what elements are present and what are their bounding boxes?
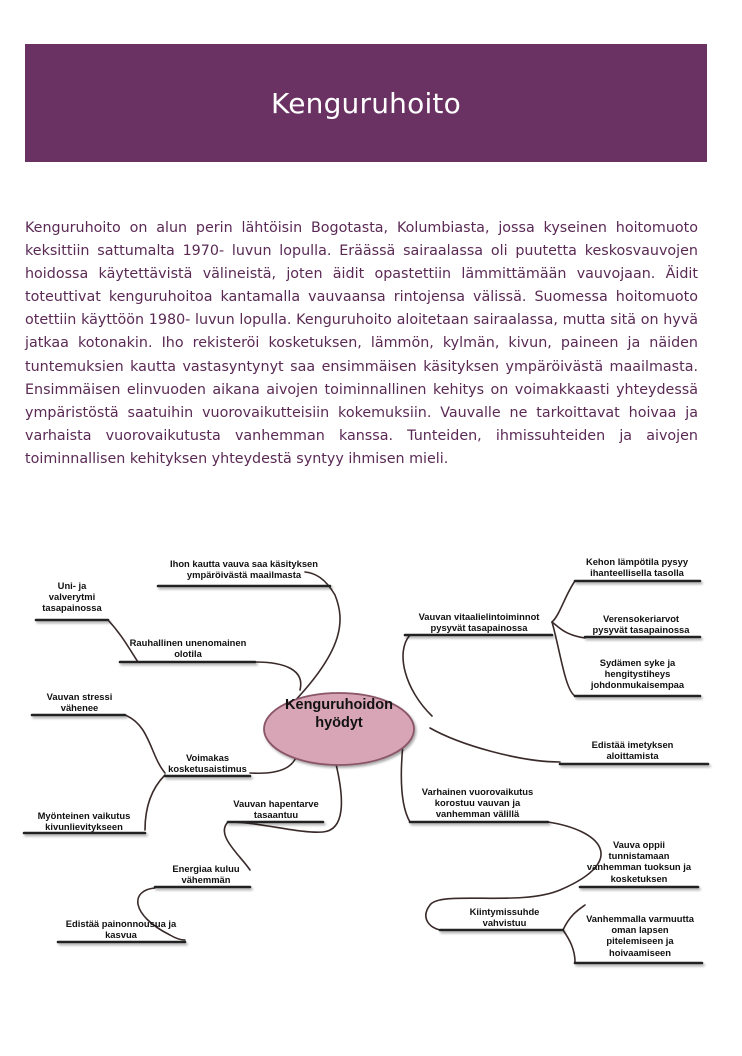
branch-verensokeri — [552, 622, 585, 638]
node-lampotila: Kehon lämpötila pysyy ihanteellisella tasolla — [585, 556, 689, 579]
branch-ihon-kautta — [288, 572, 340, 708]
node-energiaa: Energiaa kuluu vähemmän — [172, 863, 240, 886]
node-voimakas: Voimakas kosketusaistimus — [168, 752, 247, 775]
node-myonteinen: Myönteinen vaikutus kivunlievitykseen — [37, 810, 131, 833]
node-varmuutta: Vanhemmalla varmuutta oman lapsen pitelemiseen ja hoivaamiseen — [586, 913, 694, 958]
node-verensokeri: Verensokeriarvot pysyvät tasapainossa — [592, 613, 690, 636]
intro-paragraph: Kenguruhoito on alun perin lähtöisin Bogotasta, Kolumbiasta, jossa kyseinen hoitomuoto keksittiin sattumalta 1970- luvun lopulla. Eräässä sairaalassa oli puutetta keskosvauvojen hoidossa käytettävistä välineistä, joten äidit opastettiin lämmittämään vauvojaan. Äidit toteuttivat kenguruhoitoa kantamalla vauvaansa rintojensa välissä. Suomessa hoitomuoto otettiin käyttöön 1980- luvun lopulla. Kenguruhoito aloitetaan sairaalassa, mutta sitä on hyvä jatkaa kotonakin. Iho rekisteröi kosketuksen, lämmön, kylmän, kivun, paineen ja näiden tuntemuksien kautta vastasyntynyt saa ensimmäisen käsityksen ympäröivästä maailmasta. Ensimmäisen elinvuoden aikana aivojen toiminnallinen kehitys on voimakkaasti yhteydessä ympäristöstä saatuihin vuorovaikutteisiin kokemuksiin. Vauvalle ne tarkoittavat hoivaa ja varhaista vuorovaikutusta vanhemman kanssa. Tunteiden, ihmissuhteiden ja aivojen toiminnallisen kehityksen yhteydestä syntyy ihmisen mieli. — [25, 220, 698, 467]
branch-lampotila — [552, 581, 575, 622]
branch-varmuutta — [563, 930, 575, 962]
node-kiintymys: Kiintymissuhde vahvistuu — [469, 906, 540, 929]
branch-rauhallinen — [255, 662, 301, 690]
center-label: Kenguruhoidon hyödyt — [285, 697, 393, 731]
node-vuorovaikutus: Varhainen vuorovaikutus korostuu vauvan ja vanhemman välillä — [421, 786, 534, 820]
node-ihon-kautta: Ihon kautta vauva saa käsityksen ympäröivästä maailmasta — [170, 558, 318, 581]
node-vitaali: Vauvan vitaalielintoiminnot pysyvät tasapainossa — [418, 611, 540, 634]
branch-syke — [552, 622, 575, 696]
node-stressi: Vauvan stressi vähenee — [46, 691, 113, 714]
node-syke: Sydämen syke ja hengitystiheys johdonmukaisempaa — [590, 657, 685, 691]
node-painonnousu: Edistää painonnousua ja kasvua — [65, 918, 177, 941]
title-banner — [25, 44, 707, 162]
branch-imetys — [430, 728, 560, 762]
node-hapentarve: Vauvan hapentarve tasaantuu — [233, 798, 319, 821]
node-oppii: Vauva oppii tunnistamaan vanhemman tuoksun ja kosketuksen — [586, 839, 692, 884]
branch-myonteinen — [145, 775, 165, 830]
node-uni-valverytmi: Uni- ja valverytmi tasapainossa — [42, 580, 102, 614]
node-rauhallinen: Rauhallinen unenomainen olotila — [129, 637, 247, 660]
branch-stressi — [125, 715, 165, 773]
page-title: Kenguruhoito — [271, 86, 461, 120]
mind-map — [0, 540, 742, 970]
node-imetys: Edistää imetyksen aloittamista — [591, 739, 674, 762]
